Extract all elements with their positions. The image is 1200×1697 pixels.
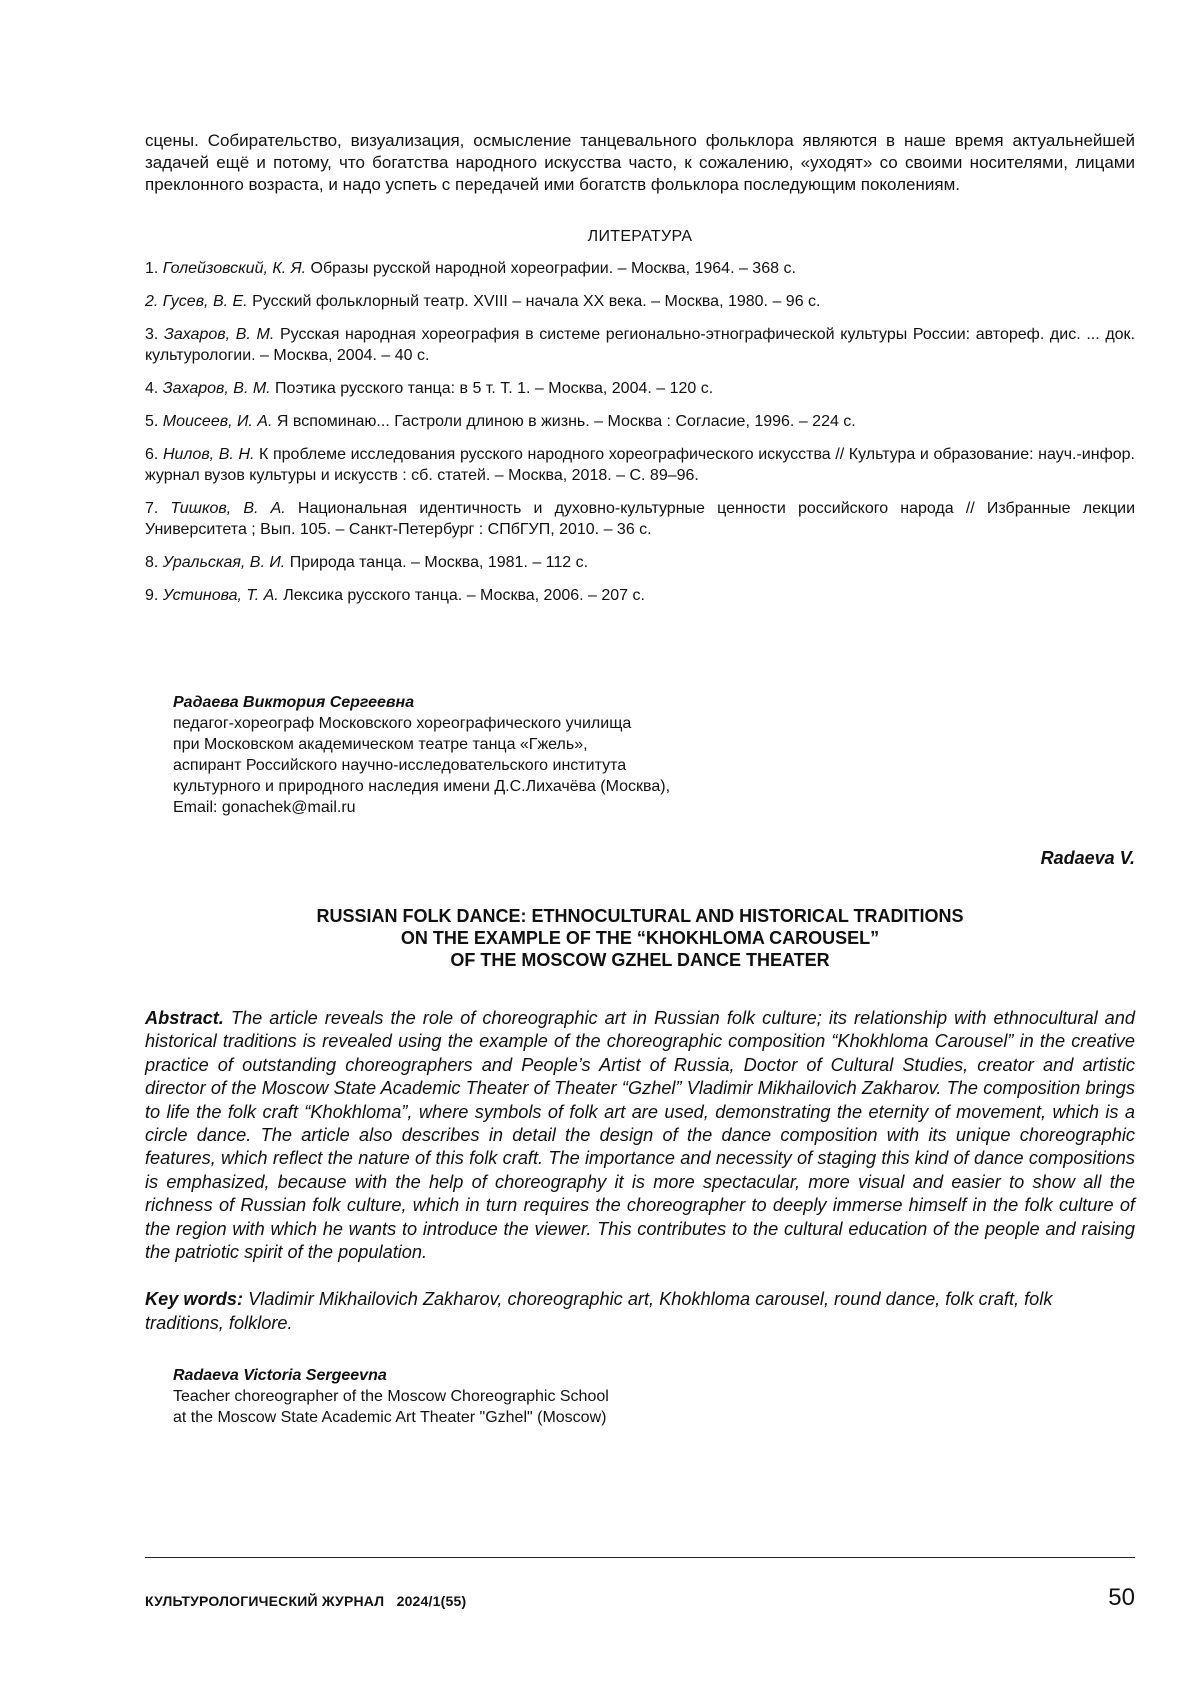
keywords-label: Key words: (145, 1289, 244, 1310)
reference-item (145, 378, 1135, 399)
reference-list (145, 258, 1135, 606)
ref-text: Национальная идентичность и духовно-культурные ценности российского народа // Избранные лекции Университета ; Вып. 105. – Санкт-Петербург : СПбГУП, 2010. – 36 с. (145, 500, 1136, 538)
author-info-en (173, 1365, 1135, 1428)
page-content (145, 130, 1135, 1428)
english-author-short: Radaeva V. (1040, 848, 1135, 868)
abstract-paragraph (145, 1007, 1135, 1264)
author-email: Email: gonachek@mail.ru (173, 799, 356, 816)
ref-author: Нилов, В. Н. (162, 446, 255, 463)
author-affiliation-line: культурного и природного наследия имени Д.С.Лихачёва (Москва), (173, 778, 671, 795)
reference-item (145, 258, 1135, 279)
author-affiliation-line: при Московском академическом театре танца «Гжель», (173, 736, 588, 753)
ref-author: Тишков, В. А. (170, 500, 286, 517)
ref-text: Русский фольклорный театр. XVIII – начала XX века. – Москва, 1980. – 96 с. (247, 293, 821, 310)
ref-text: К проблеме исследования русского народного хореографического искусства // Культура и образование: науч.-инфор. журнал вузов культуры и искусств : сб. статей. – Москва, 2018. – С. 89–96. (145, 446, 1135, 484)
ref-text: Образы русской народной хореографии. – Москва, 1964. – 368 с. (306, 260, 796, 277)
reference-item (145, 585, 1135, 606)
ref-author: Устинова, Т. А. (162, 587, 279, 604)
reference-item (145, 498, 1135, 540)
keywords-paragraph (145, 1288, 1135, 1335)
reference-item (145, 291, 1135, 312)
footer-journal-name: КУЛЬТУРОЛОГИЧЕСКИЙ ЖУРНАЛ 2024/1(55) (145, 1593, 467, 1609)
abstract-label: Abstract. (145, 1008, 224, 1028)
author-affiliation-line: Teacher choreographer of the Moscow Choreographic School (173, 1388, 609, 1406)
reference-item (145, 444, 1135, 486)
title-line: OF THE MOSCOW GZHEL DANCE THEATER (450, 950, 830, 970)
ref-author: Голейзовский, К. Я. (162, 260, 307, 277)
ref-text: Я вспоминаю... Гастроли длиною в жизнь. – Москва : Согласие, 1996. – 224 с. (272, 413, 856, 430)
ref-author: Гусев, В. Е. (162, 293, 248, 310)
ref-text: Природа танца. – Москва, 1981. – 112 с. (285, 554, 589, 571)
author-affiliation-line: педагог-хореограф Московского хореографического училища (173, 715, 632, 732)
ref-number: 2. (145, 293, 163, 310)
reference-item (145, 324, 1135, 366)
ref-author: Захаров, В. М. (162, 380, 271, 397)
ref-author: Уральская, В. И. (162, 554, 286, 571)
author-affiliation-line: аспирант Российского научно-исследовательского института (173, 757, 627, 774)
author-affiliation-line: at the Moscow State Academic Art Theater "Gzhel" (Moscow) (173, 1409, 607, 1427)
ref-number: 8. (145, 554, 163, 571)
title-line: ON THE EXAMPLE OF THE “KHOKHLOMA CAROUSEL” (400, 928, 880, 948)
title-line: RUSSIAN FOLK DANCE: ETHNOCULTURAL AND HISTORICAL TRADITIONS (316, 906, 964, 926)
ref-text: Поэтика русского танца: в 5 т. Т. 1. – Москва, 2004. – 120 с. (270, 380, 714, 397)
literature-heading: ЛИТЕРАТУРА (587, 228, 693, 245)
ref-number: 7. (145, 500, 171, 517)
ref-number: 5. (145, 413, 163, 430)
keywords-text: Vladimir Mikhailovich Zakharov, choreographic art, Khokhloma carousel, round dance, folk craft, folk traditions, folklore. (145, 1289, 1053, 1333)
ref-author: Захаров, В. М. (164, 326, 275, 343)
ref-number: 4. (145, 380, 163, 397)
footer-divider (145, 1557, 1135, 1558)
ref-number: 3. (145, 326, 165, 343)
page-number: 50 (1108, 1584, 1135, 1611)
intro-paragraph: сцены. Собирательство, визуализация, осмысление танцевального фольклора являются в наше время актуальнейшей задачей ещё и потому, что богатства народного искусства часто, к сожалению, «уходят» со своими носителями, лицами преклонного возраста, и надо успеть с передачей ими богатств фольклора последующим поколениям. (145, 131, 1135, 194)
author-info-ru (173, 692, 1135, 818)
ref-text: Русская народная хореография в системе регионально-этнографической культуры России: автореф. дис. ... док. культурологии. – Москва, 2004. – 40 с. (145, 326, 1135, 364)
english-title (145, 905, 1135, 971)
ref-author: Моисеев, И. А. (162, 413, 273, 430)
reference-item (145, 411, 1135, 432)
ref-number: 1. (145, 260, 163, 277)
ref-number: 6. (145, 446, 163, 463)
author-name-en: Radaeva Victoria Sergeevna (173, 1367, 387, 1385)
abstract-text: The article reveals the role of choreographic art in Russian folk culture; its relationship with ethnocultural and historical traditions is revealed using the example of the choreographic composition “Khokhloma Carousel” in the creative practice of outstanding choreographers and People’s Artist of Russia, Doctor of Cultural Studies, creator and artistic director of the Moscow State Academic Theater of Theater “Gzhel” Vladimir Mikhailovich Zakharov. The composition brings to life the folk craft “Khokhloma”, where symbols of folk art are used, demonstrating the eternity of movement, which is a circle dance. The article also describes in detail the design of the dance composition with its unique choreographic features, which reflect the nature of this folk craft. The importance and necessity of staging this kind of dance compositions is emphasized, because with the help of choreography it is more spectacular, more visual and easier to show all the richness of Russian folk culture, which in turn requires the choreographer to deeply immerse himself in the folk culture of the region with which he wants to introduce the viewer. This contributes to the cultural education of the people and raising the patriotic spirit of the population. (145, 1008, 1135, 1263)
ref-number: 9. (145, 587, 163, 604)
ref-text: Лексика русского танца. – Москва, 2006. – 207 с. (278, 587, 645, 604)
author-name-ru: Радаева Виктория Сергеевна (173, 694, 415, 711)
reference-item (145, 552, 1135, 573)
